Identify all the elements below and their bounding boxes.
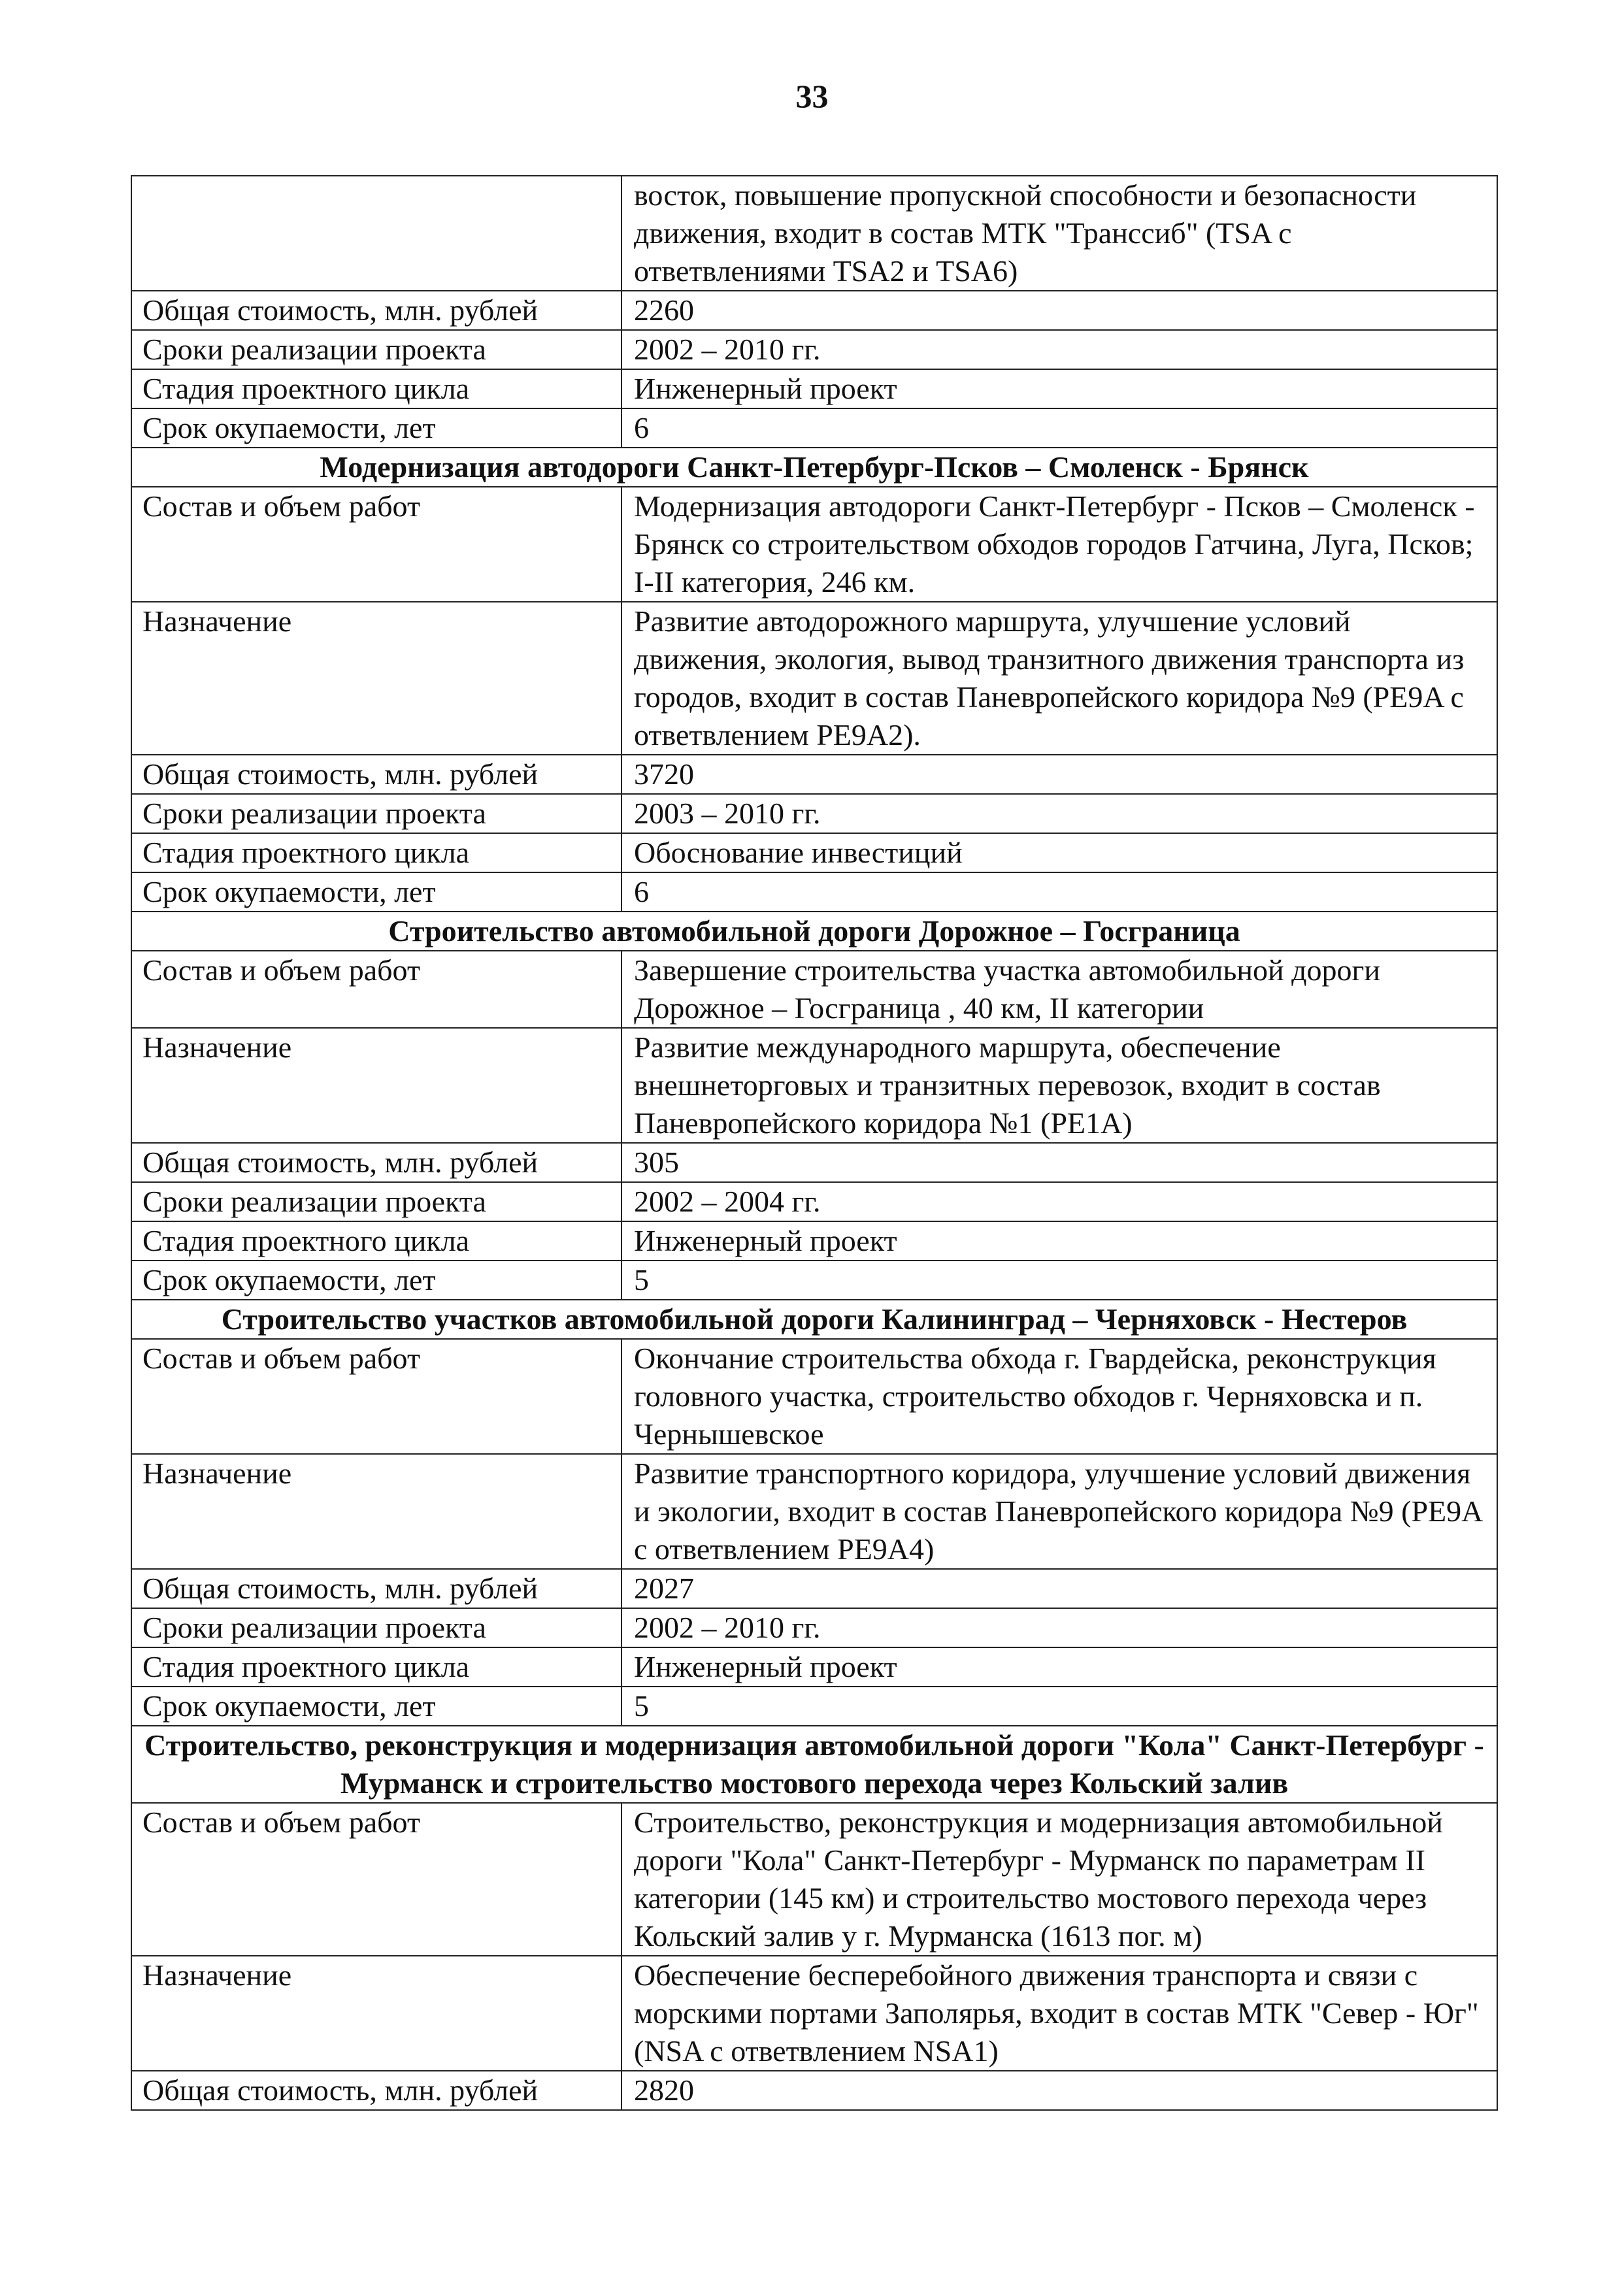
row-label: Сроки реализации проекта — [131, 1608, 621, 1647]
table-row — [131, 1569, 1497, 1608]
row-value: 6 — [621, 872, 1497, 912]
row-label: Срок окупаемости, лет — [131, 408, 621, 448]
row-label: Сроки реализации проекта — [131, 330, 621, 369]
page-number: 33 — [795, 78, 829, 114]
table-row — [131, 408, 1497, 448]
row-value: Инженерный проект — [621, 1221, 1497, 1261]
table-row — [131, 1687, 1497, 1726]
row-value: 5 — [621, 1261, 1497, 1300]
row-label: Состав и объем работ — [131, 1339, 621, 1454]
table-row — [131, 330, 1497, 369]
table-row — [131, 951, 1497, 1028]
row-value: 2002 – 2010 гг. — [621, 330, 1497, 369]
row-label: Общая стоимость, млн. рублей — [131, 755, 621, 794]
row-value: Развитие автодорожного маршрута, улучшение условий движения, экология, вывод транзитного движения транспорта из городов, входит в состав Паневропейского коридора №9 (PE9A с ответвлением PE9A2). — [621, 602, 1497, 755]
row-value: 2820 — [621, 2071, 1497, 2110]
row-label — [131, 176, 621, 291]
row-value: Модернизация автодороги Санкт-Петербург - Псков – Смоленск - Брянск со строительством обходов городов Гатчина, Луга, Псков; I-II категория, 246 км. — [621, 487, 1497, 602]
row-label: Состав и объем работ — [131, 951, 621, 1028]
row-label: Сроки реализации проекта — [131, 794, 621, 833]
row-label: Назначение — [131, 1956, 621, 2071]
section-header-row — [131, 1726, 1497, 1803]
table-row — [131, 369, 1497, 408]
table-row — [131, 833, 1497, 872]
row-value: Инженерный проект — [621, 1647, 1497, 1687]
section-header-row — [131, 1300, 1497, 1339]
row-label: Стадия проектного цикла — [131, 369, 621, 408]
table-row — [131, 1803, 1497, 1956]
row-value: 2003 – 2010 гг. — [621, 794, 1497, 833]
row-value: Развитие транспортного коридора, улучшение условий движения и экологии, входит в состав Паневропейского коридора №9 (PE9A с ответвлением PE9A4) — [621, 1454, 1497, 1569]
row-label: Общая стоимость, млн. рублей — [131, 1143, 621, 1182]
table-body — [131, 176, 1497, 2110]
row-value: Обеспечение бесперебойного движения транспорта и связи с морскими портами Заполярья, входит в состав МТК "Север - Юг" (NSA с ответвлением NSA1) — [621, 1956, 1497, 2071]
projects-table — [131, 175, 1498, 2111]
table-row — [131, 1608, 1497, 1647]
row-value: Развитие международного маршрута, обеспечение внешнеторговых и транзитных перевозок, входит в состав Паневропейского коридора №1 (PE1A) — [621, 1028, 1497, 1143]
row-value: Завершение строительства участка автомобильной дороги Дорожное – Госграница , 40 км, II категории — [621, 951, 1497, 1028]
row-value: 2027 — [621, 1569, 1497, 1608]
table-row — [131, 1182, 1497, 1221]
row-label: Назначение — [131, 1028, 621, 1143]
row-label: Назначение — [131, 1454, 621, 1569]
table-row — [131, 176, 1497, 291]
row-value: 2002 – 2010 гг. — [621, 1608, 1497, 1647]
section-title: Строительство автомобильной дороги Дорожное – Госграница — [131, 912, 1497, 951]
row-label: Срок окупаемости, лет — [131, 872, 621, 912]
table-row — [131, 291, 1497, 330]
row-value: Инженерный проект — [621, 369, 1497, 408]
section-title: Строительство, реконструкция и модернизация автомобильной дороги "Кола" Санкт-Петербург - Мурманск и строительство мостового перехода через Кольский залив — [131, 1726, 1497, 1803]
row-value: Строительство, реконструкция и модернизация автомобильной дороги "Кола" Санкт-Петербург - Мурманск по параметрам II категории (145 км) и строительство мостового перехода через Кольский залив у г. Мурманска (1613 пог. м) — [621, 1803, 1497, 1956]
row-label: Стадия проектного цикла — [131, 833, 621, 872]
table-row — [131, 1454, 1497, 1569]
table-row — [131, 1339, 1497, 1454]
row-label: Срок окупаемости, лет — [131, 1687, 621, 1726]
table-row — [131, 1956, 1497, 2071]
table-row — [131, 794, 1497, 833]
table-row — [131, 487, 1497, 602]
table-row — [131, 1221, 1497, 1261]
row-value: 3720 — [621, 755, 1497, 794]
row-label: Сроки реализации проекта — [131, 1182, 621, 1221]
row-value: Обоснование инвестиций — [621, 833, 1497, 872]
row-value: 6 — [621, 408, 1497, 448]
row-label: Стадия проектного цикла — [131, 1647, 621, 1687]
row-label: Общая стоимость, млн. рублей — [131, 291, 621, 330]
row-label: Состав и объем работ — [131, 1803, 621, 1956]
row-label: Срок окупаемости, лет — [131, 1261, 621, 1300]
table-row — [131, 1028, 1497, 1143]
row-value: 2002 – 2004 гг. — [621, 1182, 1497, 1221]
table-row — [131, 1143, 1497, 1182]
row-label: Общая стоимость, млн. рублей — [131, 2071, 621, 2110]
section-title: Модернизация автодороги Санкт-Петербург-Псков – Смоленск - Брянск — [131, 448, 1497, 487]
table-row — [131, 602, 1497, 755]
row-value: Окончание строительства обхода г. Гвардейска, реконструкция головного участка, строительство обходов г. Черняховска и п. Чернышевское — [621, 1339, 1497, 1454]
section-header-row — [131, 912, 1497, 951]
table-row — [131, 872, 1497, 912]
row-label: Назначение — [131, 602, 621, 755]
row-label: Стадия проектного цикла — [131, 1221, 621, 1261]
row-label: Общая стоимость, млн. рублей — [131, 1569, 621, 1608]
row-label: Состав и объем работ — [131, 487, 621, 602]
row-value: 305 — [621, 1143, 1497, 1182]
row-value: 2260 — [621, 291, 1497, 330]
table-row — [131, 1647, 1497, 1687]
table-row — [131, 2071, 1497, 2110]
row-value: 5 — [621, 1687, 1497, 1726]
table-row — [131, 1261, 1497, 1300]
row-value: восток, повышение пропускной способности и безопасности движения, входит в состав МТК "Транссиб" (TSA с ответвлениями TSA2 и TSA6) — [621, 176, 1497, 291]
section-header-row — [131, 448, 1497, 487]
section-title: Строительство участков автомобильной дороги Калининград – Черняховск - Нестеров — [131, 1300, 1497, 1339]
table-row — [131, 755, 1497, 794]
